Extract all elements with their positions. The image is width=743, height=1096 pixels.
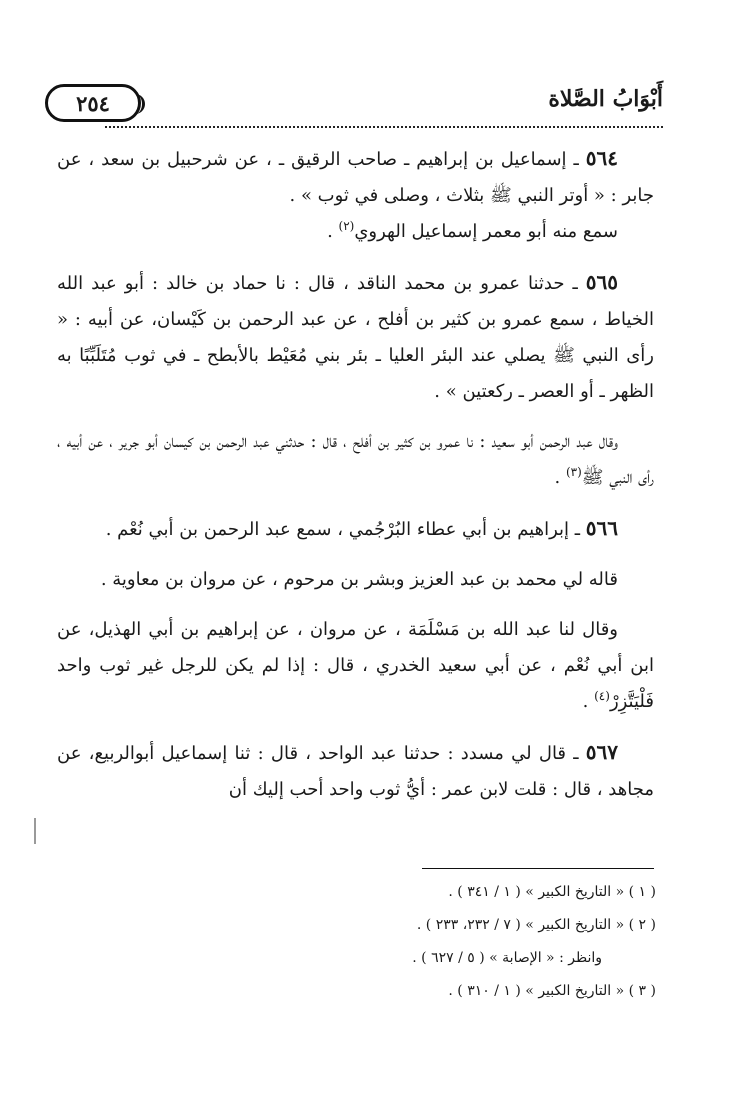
- entry-text: وقال عبد الرحمن أبو سعيد : نا عمرو بن كثير بن أفلح ، قال : حدثني عبد الرحمن بن كيسان أبو جرير ، عن أبيه ، رأى النبي ﷺ: [57, 431, 654, 488]
- hadith-entry-564: [57, 140, 654, 214]
- footnote-2: ( ٢ ) « التاريخ الكبير » ( ٧ / ٢٣٢، ٢٣٣ ) .: [416, 917, 656, 933]
- entry-text: وقال لنا عبد الله بن مَسْلَمَة ، عن مروان ، عن إبراهيم بن أبي الهذيل، عن ابن أبي نُعْم ، عن أبي سعيد الخدري ، قال : إذا لم يكن للرجل غير ثوب واحد فَلْيَتَّزِرْ: [57, 619, 654, 712]
- page-body: [57, 140, 654, 808]
- hadith-entry-566: [57, 510, 654, 548]
- entry-text: ـ إسماعيل بن إبراهيم ـ صاحب الرقيق ـ ، عن شرحبيل بن سعد ، عن جابر : « أوتر النبي ﷺ بثلاث ، وصلى في ثوب » .: [57, 149, 654, 206]
- footnotes: [300, 876, 656, 1008]
- footnote-ref: (٤): [594, 689, 610, 703]
- footnote-1: ( ١ ) « التاريخ الكبير » ( ١ / ٣٤١ ) .: [448, 884, 656, 900]
- footnote-3: ( ٣ ) « التاريخ الكبير » ( ١ / ٣١٠ ) .: [448, 983, 656, 999]
- entry-566-source: [57, 562, 654, 598]
- footnote-ref: (٢): [338, 219, 355, 233]
- header-divider: [105, 126, 663, 128]
- page-number: ٢٥٤: [45, 84, 141, 122]
- margin-mark: [34, 818, 36, 844]
- entry-text: ـ قال لي مسدد : حدثنا عبد الواحد ، قال : ثنا إسماعيل أبوالربيع، عن مجاهد ، قال : قلت لابن عمر : أيُّ ثوب واحد أحب إليك أن: [57, 743, 654, 800]
- entry-tail: .: [327, 221, 339, 242]
- footnote-2-see-also: وانظر : « الإصابة » ( ٥ / ٦٢٧ ) .: [412, 950, 602, 966]
- entry-564-note: [57, 214, 654, 250]
- page-header: [45, 82, 663, 128]
- entry-text: سمع منه أبو معمر إسماعيل الهروي: [354, 221, 618, 242]
- entry-text: قاله لي محمد بن عبد العزيز وبشر بن مرحوم ، عن مروان بن معاوية .: [100, 569, 618, 590]
- entry-566-chain: [57, 612, 654, 720]
- entry-565-chain: [57, 424, 654, 496]
- hadith-entry-567: [57, 734, 654, 808]
- footnote-divider: [422, 868, 654, 869]
- entry-tail: .: [582, 691, 595, 712]
- entry-number: ٥٦٧: [585, 740, 618, 764]
- hadith-entry-565: [57, 264, 654, 410]
- running-title: أَبْوَابُ الصَّلاة: [548, 86, 663, 112]
- entry-text: ـ إبراهيم بن أبي عطاء البُرْجُمي ، سمع عبد الرحمن بن أبي نُعْم .: [105, 519, 586, 540]
- entry-text: ـ حدثنا عمرو بن محمد الناقد ، قال : نا حماد بن خالد : أبو عبد الله الخياط ، سمع عمرو بن كثير بن أفلح ، عن عبد الرحمن بن كَيْسان، عن أبيه : « رأى النبي ﷺ يصلي عند البئر العليا ـ بئر بني مُعَيْط بالأبطح ـ في ثوب مُتَلَبِّبًا به الظهر ـ أو العصر ـ ركعتين » .: [57, 273, 654, 402]
- entry-tail: .: [554, 467, 566, 488]
- entry-number: ٥٦٥: [585, 270, 618, 294]
- entry-number: ٥٦٦: [585, 516, 618, 540]
- entry-number: ٥٦٤: [585, 146, 618, 170]
- footnote-ref: (٣): [565, 465, 582, 479]
